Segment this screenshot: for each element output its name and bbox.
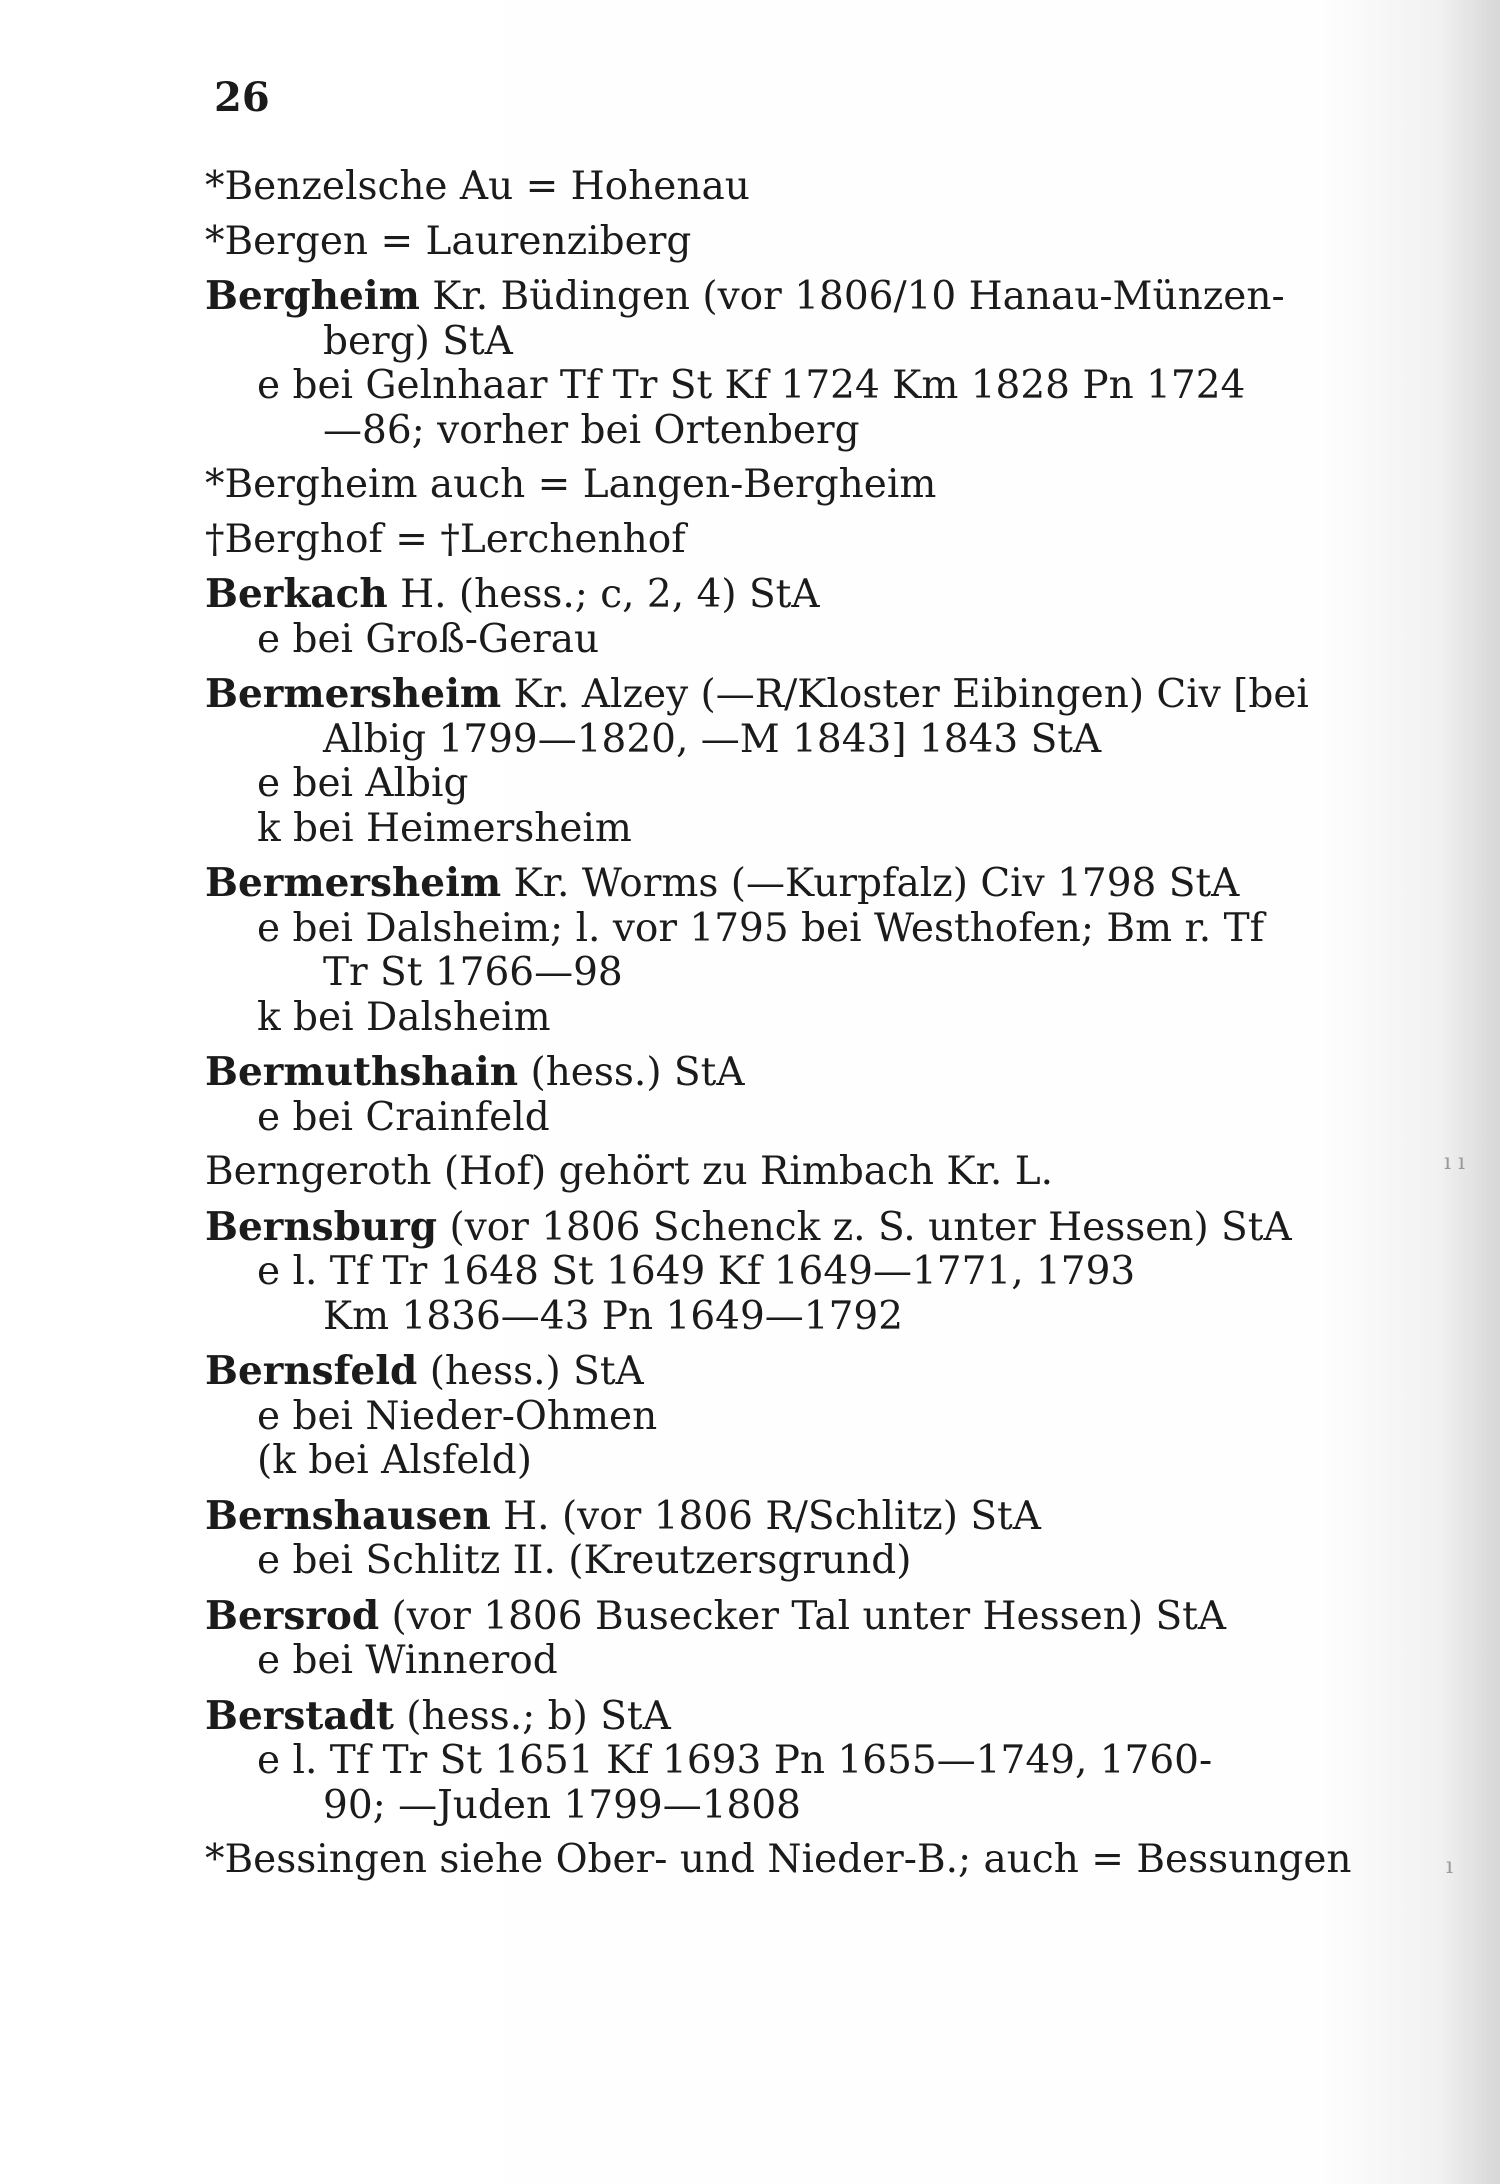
entry-text: e bei Gelnhaar Tf Tr St Kf 1724 Km 1828 Pn 1724 xyxy=(257,363,1246,408)
entry-line xyxy=(205,1050,1305,1096)
entry-line xyxy=(205,996,1305,1041)
entry-headword: Bernsburg xyxy=(205,1203,438,1250)
entry-headword: Bernshausen xyxy=(205,1492,491,1539)
entry-text: e bei Dalsheim; l. vor 1795 bei Westhofen; Bm r. Tf xyxy=(257,905,1265,951)
entry-headword: Bermersheim xyxy=(205,671,502,717)
entry-text: berg) StA xyxy=(323,318,513,364)
register-entry xyxy=(205,572,1305,662)
entry-line xyxy=(205,364,1305,409)
entry-line xyxy=(205,320,1305,365)
entry-headword: Berstadt xyxy=(205,1692,394,1739)
entry-text: *Bergen = Laurenziberg xyxy=(205,218,692,264)
entry-line xyxy=(205,1096,1305,1141)
entry-text: —86; vorher bei Ortenberg xyxy=(323,407,860,453)
entry-text: Kr. Worms (—Kurpfalz) Civ 1798 StA xyxy=(501,861,1240,906)
register-entry xyxy=(205,1494,1305,1584)
entry-line xyxy=(205,1694,1305,1740)
register-entry xyxy=(205,1150,1305,1195)
entry-headword: Bersrod xyxy=(205,1592,380,1639)
entry-line xyxy=(205,1349,1305,1395)
entry-line xyxy=(205,1639,1305,1684)
entry-text: *Bessingen siehe Ober- und Nieder-B.; auch = Bessungen xyxy=(205,1837,1352,1882)
register-entry xyxy=(205,1594,1305,1684)
entry-text: e bei Schlitz II. (Kreutzersgrund) xyxy=(257,1538,912,1583)
entry-line xyxy=(205,463,1305,508)
register-entry xyxy=(205,1205,1305,1340)
register-entry xyxy=(205,861,1305,1040)
entry-text: Km 1836—43 Pn 1649—1792 xyxy=(323,1293,904,1339)
entry-text: e bei Winnerod xyxy=(257,1638,558,1683)
entry-line xyxy=(205,409,1305,454)
register-entry xyxy=(205,1837,1352,1883)
entry-line xyxy=(205,165,1305,210)
entry-text: e bei Groß-Gerau xyxy=(257,616,600,662)
entry-text: e l. Tf Tr St 1651 Kf 1693 Pn 1655—1749, 1760- xyxy=(257,1738,1213,1783)
entry-text: Berngeroth (Hof) gehört zu Rimbach Kr. L. xyxy=(205,1149,1054,1194)
entry-text: e bei Crainfeld xyxy=(257,1094,550,1140)
entry-text: H. (vor 1806 R/Schlitz) StA xyxy=(490,1493,1041,1539)
register-entry xyxy=(205,671,1309,851)
entry-text: (vor 1806 Busecker Tal unter Hessen) StA xyxy=(379,1593,1227,1639)
entry-line xyxy=(205,1494,1305,1540)
entry-text: (vor 1806 Schenck z. S. unter Hessen) StA xyxy=(437,1204,1292,1250)
entry-text: k bei Heimersheim xyxy=(257,805,632,851)
entry-text: †Berghof = †Lerchenhof xyxy=(205,516,686,562)
entry-line xyxy=(205,1205,1305,1251)
page-number: 26 xyxy=(214,74,270,121)
entry-line xyxy=(205,1295,1305,1340)
entry-text: (hess.) StA xyxy=(417,1349,644,1394)
entry-line xyxy=(205,518,1305,563)
entry-line xyxy=(205,1250,1305,1295)
register-entry xyxy=(205,274,1305,453)
margin-mark: ı xyxy=(1446,1854,1454,1879)
entry-text: Kr. Büdingen (vor 1806/10 Hanau-Münzen- xyxy=(419,274,1285,319)
register-entry xyxy=(205,220,1305,265)
entry-headword: Berkach xyxy=(205,571,388,617)
entry-line xyxy=(205,762,1305,807)
entry-headword: Bernsfeld xyxy=(205,1348,418,1394)
register-entry xyxy=(205,1050,1305,1140)
entry-line xyxy=(205,807,1305,852)
entry-line xyxy=(205,1395,1305,1440)
register-entry xyxy=(205,165,1305,210)
entry-text: 90; —Juden 1799—1808 xyxy=(323,1782,801,1828)
entry-line xyxy=(205,951,1305,996)
entry-line xyxy=(205,274,1305,320)
entry-text: e bei Albig xyxy=(257,761,469,806)
entry-line xyxy=(205,572,1305,618)
margin-mark: ı ı xyxy=(1444,1150,1466,1175)
entry-line xyxy=(205,907,1305,952)
register-entry xyxy=(205,1349,1305,1484)
entry-line xyxy=(205,220,1305,265)
entry-text: (hess.; b) StA xyxy=(393,1693,671,1739)
entry-text: *Benzelsche Au = Hohenau xyxy=(205,164,750,209)
entry-line xyxy=(205,1784,1305,1829)
entry-line xyxy=(205,1439,1305,1484)
entry-line xyxy=(205,1150,1305,1195)
entry-line xyxy=(205,618,1305,663)
entry-text: Kr. Alzey (—R/Kloster Eibingen) Civ [bei xyxy=(501,672,1309,717)
entry-line xyxy=(205,1837,1352,1883)
register-entry xyxy=(205,518,1305,563)
entry-text: (hess.) StA xyxy=(518,1050,745,1095)
entry-text: e bei Nieder-Ohmen xyxy=(257,1393,658,1439)
register-entry xyxy=(205,1694,1305,1829)
entry-text: Albig 1799—1820, —M 1843] 1843 StA xyxy=(323,716,1102,762)
entry-headword: Bergheim xyxy=(205,273,420,319)
register-entries xyxy=(205,164,1352,1893)
entry-text: k bei Dalsheim xyxy=(257,994,551,1040)
entry-text: *Bergheim auch = Langen-Bergheim xyxy=(205,462,937,507)
entry-headword: Bermersheim xyxy=(205,860,502,906)
entry-text: Tr St 1766—98 xyxy=(323,950,623,995)
entry-text: H. (hess.; c, 2, 4) StA xyxy=(387,572,820,617)
entry-line xyxy=(205,671,1309,718)
entry-line xyxy=(205,718,1305,763)
register-entry xyxy=(205,463,1305,508)
entry-line xyxy=(205,1594,1305,1640)
entry-text: e l. Tf Tr 1648 St 1649 Kf 1649—1771, 1793 xyxy=(257,1249,1136,1294)
entry-text: (k bei Alsfeld) xyxy=(257,1438,532,1483)
entry-line xyxy=(205,1739,1305,1784)
entry-line xyxy=(205,861,1305,907)
entry-line xyxy=(205,1539,1305,1584)
entry-headword: Bermuthshain xyxy=(205,1049,519,1095)
